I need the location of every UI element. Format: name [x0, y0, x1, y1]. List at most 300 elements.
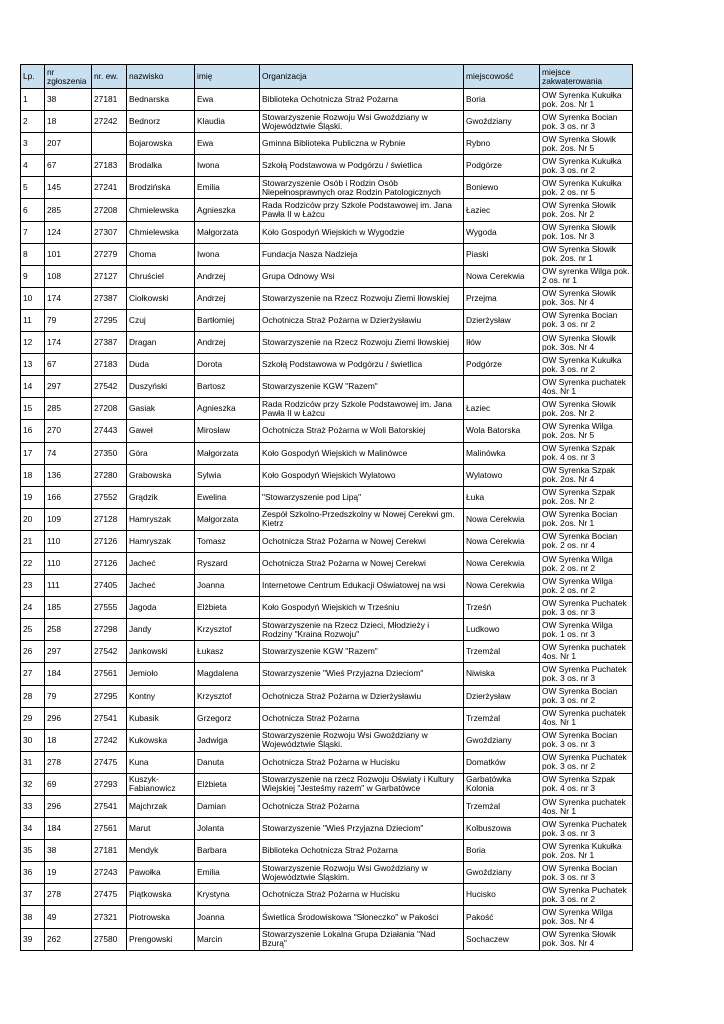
cell-lp: 6 [21, 199, 45, 221]
cell-miejscowosc: Wygoda [464, 221, 540, 243]
header-nr-ew: nr. ew. [92, 65, 127, 89]
cell-miejscowosc: Kolbuszowa [464, 818, 540, 840]
cell-organizacja: Fundacja Nasza Nadzieja [260, 243, 464, 265]
cell-nr-ew: 27181 [92, 840, 127, 862]
cell-organizacja: Zespół Szkolno-Przedszkolny w Nowej Cerekwi gm. Kietrz [260, 508, 464, 530]
cell-nr-ew: 27128 [92, 508, 127, 530]
table-row [21, 155, 633, 177]
table-row [21, 751, 633, 773]
cell-miejsce-zakwaterowania: OW Syrenka Słowik pok. 2os. Nr 5 [540, 133, 633, 155]
cell-miejsce-zakwaterowania: OW Syrenka puchatek 4os. Nr 1 [540, 707, 633, 729]
table-row [21, 420, 633, 442]
cell-miejsce-zakwaterowania: OW Syrenka Kukułka pok. 2os. Nr 1 [540, 89, 633, 111]
cell-lp: 37 [21, 884, 45, 906]
cell-nr-zgloszenia: 109 [45, 508, 92, 530]
cell-nr-zgloszenia: 296 [45, 796, 92, 818]
cell-miejscowosc: Trzemżal [464, 796, 540, 818]
cell-nr-ew: 27181 [92, 89, 127, 111]
header-nazwisko: nazwisko [127, 65, 195, 89]
cell-imie: Emilia [195, 177, 260, 199]
cell-nr-ew: 27183 [92, 354, 127, 376]
participants-table [20, 64, 633, 951]
cell-nr-ew: 27387 [92, 332, 127, 354]
cell-nazwisko: Jacheć [127, 552, 195, 574]
cell-miejsce-zakwaterowania: OW Syrenka Kukułka pok. 3 os. nr 2 [540, 155, 633, 177]
cell-nr-zgloszenia: 110 [45, 530, 92, 552]
cell-imie: Jolanta [195, 818, 260, 840]
cell-miejsce-zakwaterowania: OW Syrenka Bocian pok. 3 os. nr 2 [540, 685, 633, 707]
cell-miejsce-zakwaterowania: OW Syrenka Słowik pok. 2os. nr 1 [540, 243, 633, 265]
cell-nazwisko: Bednarska [127, 89, 195, 111]
cell-organizacja: Stowarzyszenie Rozwoju Wsi Gwoździany w Województwie Śląski. [260, 111, 464, 133]
cell-nazwisko: Brodalka [127, 155, 195, 177]
header-organizacja: Organizacja [260, 65, 464, 89]
cell-organizacja: Rada Rodziców przy Szkole Podstawowej im. Jana Pawła II w Łażcu [260, 199, 464, 221]
cell-miejsce-zakwaterowania: OW Syrenka Puchatek pok. 3 os. nr 3 [540, 597, 633, 619]
cell-nr-ew: 27387 [92, 287, 127, 309]
cell-lp: 35 [21, 840, 45, 862]
cell-nr-zgloszenia: 18 [45, 111, 92, 133]
cell-nr-ew: 27208 [92, 199, 127, 221]
cell-lp: 12 [21, 332, 45, 354]
table-row [21, 906, 633, 928]
cell-nr-zgloszenia: 38 [45, 89, 92, 111]
cell-miejsce-zakwaterowania: OW Syrenka Wilga pok. 2 os. nr 2 [540, 575, 633, 597]
cell-nr-zgloszenia: 79 [45, 309, 92, 331]
cell-imie: Ewelina [195, 486, 260, 508]
cell-nr-zgloszenia: 145 [45, 177, 92, 199]
cell-lp: 27 [21, 663, 45, 685]
cell-miejsce-zakwaterowania: OW Syrenka Bocian pok. 3 os. nr 3 [540, 729, 633, 751]
cell-nazwisko: Chmielewska [127, 199, 195, 221]
cell-lp: 16 [21, 420, 45, 442]
table-row [21, 442, 633, 464]
cell-lp: 1 [21, 89, 45, 111]
cell-miejsce-zakwaterowania: OW Syrenka Wilga pok. 1 os. nr 3 [540, 619, 633, 641]
cell-nr-ew: 27350 [92, 442, 127, 464]
cell-organizacja: Grupa Odnowy Wsi [260, 265, 464, 287]
cell-miejsce-zakwaterowania: OW syrenka Wilga pok. 2 os. nr 1 [540, 265, 633, 287]
cell-miejscowosc: Sochaczew [464, 928, 540, 950]
cell-miejscowosc: Wylatowo [464, 464, 540, 486]
cell-miejsce-zakwaterowania: OW Syrenka Słowik pok. 2os. Nr 2 [540, 199, 633, 221]
cell-lp: 34 [21, 818, 45, 840]
cell-nazwisko: Bojarowska [127, 133, 195, 155]
cell-imie: Ewa [195, 133, 260, 155]
cell-nr-zgloszenia: 18 [45, 729, 92, 751]
cell-organizacja: "Stowarzyszenie pod Lipą" [260, 486, 464, 508]
cell-imie: Sylwia [195, 464, 260, 486]
cell-miejsce-zakwaterowania: OW Syrenka Puchatek pok. 3 os. nr 3 [540, 663, 633, 685]
cell-organizacja: Ochotnicza Straż Pożarna w Woli Batorskiej [260, 420, 464, 442]
cell-miejsce-zakwaterowania: OW Syrenka Puchatek pok. 3 os. nr 2 [540, 884, 633, 906]
cell-miejscowosc: Nowa Cerekwia [464, 552, 540, 574]
cell-nr-zgloszenia: 67 [45, 354, 92, 376]
cell-miejsce-zakwaterowania: OW Syrenka Bocian pok. 2 os. nr 4 [540, 530, 633, 552]
cell-nazwisko: Czuj [127, 309, 195, 331]
cell-nr-ew: 27298 [92, 619, 127, 641]
table-row [21, 508, 633, 530]
cell-nazwisko: Jemioło [127, 663, 195, 685]
cell-nr-ew: 27242 [92, 111, 127, 133]
cell-nr-zgloszenia: 124 [45, 221, 92, 243]
table-row [21, 199, 633, 221]
cell-organizacja: Szkołą Podstawowa w Podgórzu / świetlica [260, 155, 464, 177]
cell-lp: 20 [21, 508, 45, 530]
table-row [21, 243, 633, 265]
cell-lp: 2 [21, 111, 45, 133]
cell-organizacja: Stowarzyszenie "Wieś Przyjazna Dzieciom" [260, 663, 464, 685]
cell-nazwisko: Hamryszak [127, 508, 195, 530]
cell-imie: Joanna [195, 575, 260, 597]
cell-organizacja: Stowarzyszenie KGW "Razem" [260, 641, 464, 663]
cell-organizacja: Ochotnicza Straż Pożarna w Dzierżysławiu [260, 685, 464, 707]
cell-nr-zgloszenia: 184 [45, 663, 92, 685]
cell-imie: Tomasz [195, 530, 260, 552]
cell-miejscowosc: Wola Batorska [464, 420, 540, 442]
cell-nr-zgloszenia: 184 [45, 818, 92, 840]
cell-imie: Grzegorz [195, 707, 260, 729]
cell-nr-zgloszenia: 270 [45, 420, 92, 442]
cell-organizacja: Stowarzyszenie Rozwoju Wsi Gwoździany w Województwie Śląskim. [260, 862, 464, 884]
cell-lp: 31 [21, 751, 45, 773]
cell-miejsce-zakwaterowania: OW Syrenka Kukułka pok. 3 os. nr 2 [540, 354, 633, 376]
cell-miejscowosc: Trzemżal [464, 707, 540, 729]
cell-nr-zgloszenia: 19 [45, 862, 92, 884]
cell-miejsce-zakwaterowania: OW Syrenka Słowik pok. 3os. Nr 4 [540, 928, 633, 950]
cell-nazwisko: Jandy [127, 619, 195, 641]
table-row [21, 862, 633, 884]
cell-nazwisko: Ciołkowski [127, 287, 195, 309]
cell-miejscowosc: Rybno [464, 133, 540, 155]
cell-imie: Małgorzata [195, 442, 260, 464]
cell-imie: Agnieszka [195, 398, 260, 420]
table-row [21, 89, 633, 111]
cell-nr-zgloszenia: 296 [45, 707, 92, 729]
cell-nazwisko: Kuszyk-Fabianowicz [127, 773, 195, 795]
cell-nazwisko: Kontny [127, 685, 195, 707]
cell-nr-ew: 27307 [92, 221, 127, 243]
cell-miejsce-zakwaterowania: OW Syrenka Słowik pok. 3os. Nr 4 [540, 287, 633, 309]
header-nr-zgloszenia: nr zgłoszenia [45, 65, 92, 89]
cell-organizacja: Stowarzyszenie Lokalna Grupa Działania "Nad Bzurą" [260, 928, 464, 950]
cell-miejscowosc: Łuka [464, 486, 540, 508]
cell-lp: 23 [21, 575, 45, 597]
cell-nazwisko: Grądzik [127, 486, 195, 508]
cell-miejsce-zakwaterowania: OW Syrenka Puchatek pok. 3 os. nr 3 [540, 818, 633, 840]
cell-nr-ew: 27552 [92, 486, 127, 508]
cell-nr-zgloszenia: 185 [45, 597, 92, 619]
cell-imie: Iwona [195, 243, 260, 265]
cell-lp: 32 [21, 773, 45, 795]
cell-nazwisko: Kubasik [127, 707, 195, 729]
cell-lp: 30 [21, 729, 45, 751]
table-row [21, 530, 633, 552]
cell-lp: 22 [21, 552, 45, 574]
cell-imie: Andrzej [195, 287, 260, 309]
cell-nr-zgloszenia: 174 [45, 332, 92, 354]
cell-miejscowosc: Piaski [464, 243, 540, 265]
cell-lp: 17 [21, 442, 45, 464]
cell-miejscowosc: Gwoździany [464, 111, 540, 133]
cell-imie: Joanna [195, 906, 260, 928]
cell-imie: Dorota [195, 354, 260, 376]
table-row [21, 177, 633, 199]
cell-nr-ew: 27580 [92, 928, 127, 950]
cell-lp: 21 [21, 530, 45, 552]
cell-organizacja: Stowarzyszenie Rozwoju Wsi Gwoździany w Województwie Śląski. [260, 729, 464, 751]
cell-organizacja: Koło Gospodyń Wiejskich w Wygodzie [260, 221, 464, 243]
cell-miejsce-zakwaterowania: OW Syrenka Wilga pok. 2os. Nr 5 [540, 420, 633, 442]
cell-imie: Małgorzata [195, 508, 260, 530]
cell-imie: Krzysztof [195, 619, 260, 641]
cell-nr-zgloszenia: 285 [45, 398, 92, 420]
cell-miejscowosc: Nowa Cerekwia [464, 265, 540, 287]
cell-miejsce-zakwaterowania: OW Syrenka Słowik pok. 1os. Nr 3 [540, 221, 633, 243]
header-miejsce-zakwaterowania: miejsce zakwaterowania [540, 65, 633, 89]
cell-nazwisko: Góra [127, 442, 195, 464]
table-row [21, 354, 633, 376]
header-lp: Lp. [21, 65, 45, 89]
table-row [21, 663, 633, 685]
cell-nr-zgloszenia: 110 [45, 552, 92, 574]
cell-nr-zgloszenia: 38 [45, 840, 92, 862]
cell-lp: 3 [21, 133, 45, 155]
cell-imie: Marcin [195, 928, 260, 950]
cell-nr-zgloszenia: 278 [45, 884, 92, 906]
table-row [21, 133, 633, 155]
cell-organizacja: Stowarzyszenie na Rzecz Rozwoju Ziemi Iłowskiej [260, 287, 464, 309]
cell-nazwisko: Duda [127, 354, 195, 376]
cell-organizacja: Biblioteka Ochotnicza Straż Pożarna [260, 89, 464, 111]
cell-imie: Magdalena [195, 663, 260, 685]
cell-nr-ew: 27127 [92, 265, 127, 287]
cell-nazwisko: Marut [127, 818, 195, 840]
cell-imie: Małgorzata [195, 221, 260, 243]
cell-nazwisko: Gaweł [127, 420, 195, 442]
cell-miejsce-zakwaterowania: OW Syrenka Puchatek pok. 3 os. nr 2 [540, 751, 633, 773]
cell-miejscowosc: Dzierżysław [464, 309, 540, 331]
cell-nazwisko: Bednorz [127, 111, 195, 133]
cell-imie: Bartosz [195, 376, 260, 398]
cell-miejsce-zakwaterowania: OW Syrenka Bocian pok. 3 os. nr 3 [540, 862, 633, 884]
table-row [21, 818, 633, 840]
cell-nr-ew: 27443 [92, 420, 127, 442]
cell-lp: 29 [21, 707, 45, 729]
cell-imie: Andrzej [195, 265, 260, 287]
cell-miejscowosc: Podgórze [464, 155, 540, 177]
cell-organizacja: Stowarzyszenie KGW "Razem" [260, 376, 464, 398]
cell-imie: Łukasz [195, 641, 260, 663]
cell-imie: Klaudia [195, 111, 260, 133]
table-row [21, 729, 633, 751]
cell-miejsce-zakwaterowania: OW Syrenka Słowik pok. 2os. Nr 2 [540, 398, 633, 420]
cell-organizacja: Stowarzyszenie Osób i Rodzin Osób Niepełnosprawnych oraz Rodzin Patologicznych [260, 177, 464, 199]
cell-nr-ew: 27541 [92, 707, 127, 729]
cell-nr-zgloszenia: 297 [45, 641, 92, 663]
cell-miejscowosc: Gwoździany [464, 729, 540, 751]
cell-lp: 19 [21, 486, 45, 508]
cell-lp: 25 [21, 619, 45, 641]
cell-lp: 9 [21, 265, 45, 287]
cell-nazwisko: Kukowska [127, 729, 195, 751]
cell-nr-ew: 27241 [92, 177, 127, 199]
cell-miejscowosc: Łaziec [464, 199, 540, 221]
cell-miejscowosc: Niwiska [464, 663, 540, 685]
cell-nr-zgloszenia: 258 [45, 619, 92, 641]
cell-miejscowosc: Dzierżysław [464, 685, 540, 707]
cell-miejscowosc: Nowa Cerekwia [464, 530, 540, 552]
cell-miejsce-zakwaterowania: OW Syrenka Szpak pok. 2os. Nr 4 [540, 464, 633, 486]
cell-nr-ew: 27295 [92, 309, 127, 331]
cell-miejscowosc: Iłów [464, 332, 540, 354]
cell-miejscowosc: Hucisko [464, 884, 540, 906]
cell-nr-ew: 27243 [92, 862, 127, 884]
cell-miejscowosc: Boria [464, 89, 540, 111]
cell-nr-zgloszenia: 69 [45, 773, 92, 795]
table-row [21, 928, 633, 950]
cell-nr-ew: 27475 [92, 884, 127, 906]
cell-lp: 4 [21, 155, 45, 177]
cell-organizacja: Ochotnicza Straż Pożarna [260, 707, 464, 729]
table-row [21, 332, 633, 354]
table-row [21, 376, 633, 398]
cell-nr-ew: 27293 [92, 773, 127, 795]
cell-imie: Emilia [195, 862, 260, 884]
cell-miejscowosc: Łaziec [464, 398, 540, 420]
cell-lp: 10 [21, 287, 45, 309]
cell-lp: 26 [21, 641, 45, 663]
cell-lp: 13 [21, 354, 45, 376]
table-row [21, 575, 633, 597]
cell-nr-zgloszenia: 174 [45, 287, 92, 309]
cell-nazwisko: Hamryszak [127, 530, 195, 552]
cell-nazwisko: Jankowski [127, 641, 195, 663]
cell-nazwisko: Prengowski [127, 928, 195, 950]
cell-nazwisko: Choma [127, 243, 195, 265]
cell-lp: 39 [21, 928, 45, 950]
cell-nazwisko: Kuna [127, 751, 195, 773]
cell-imie: Andrzej [195, 332, 260, 354]
cell-lp: 14 [21, 376, 45, 398]
header-row [21, 65, 633, 89]
cell-nr-ew: 27542 [92, 641, 127, 663]
cell-miejsce-zakwaterowania: OW Syrenka Bocian pok. 3 os. nr 2 [540, 309, 633, 331]
cell-miejscowosc: Boniewo [464, 177, 540, 199]
cell-organizacja: Ochotnicza Straż Pożarna w Nowej Cerekwi [260, 552, 464, 574]
cell-nazwisko: Piątkowska [127, 884, 195, 906]
cell-nazwisko: Pawołka [127, 862, 195, 884]
cell-imie: Bartłomiej [195, 309, 260, 331]
header-miejscowosc: miejscowość [464, 65, 540, 89]
cell-nr-zgloszenia: 278 [45, 751, 92, 773]
cell-miejscowosc [464, 376, 540, 398]
cell-nr-ew: 27208 [92, 398, 127, 420]
table-row [21, 773, 633, 795]
cell-organizacja: Ochotnicza Straż Pożarna w Hucisku [260, 884, 464, 906]
cell-miejsce-zakwaterowania: OW Syrenka Bocian pok. 3 os. nr 3 [540, 111, 633, 133]
cell-nr-ew: 27295 [92, 685, 127, 707]
cell-lp: 36 [21, 862, 45, 884]
cell-nr-zgloszenia: 101 [45, 243, 92, 265]
cell-miejscowosc: Gwoździany [464, 862, 540, 884]
cell-imie: Iwona [195, 155, 260, 177]
table-row [21, 552, 633, 574]
cell-miejscowosc: Trześń [464, 597, 540, 619]
cell-organizacja: Koło Gospodyń Wiejskich w Trześniu [260, 597, 464, 619]
cell-organizacja: Stowarzyszenie na rzecz Rozwoju Oświaty i Kultury Wiejskiej "Jesteśmy razem" w Garbatówce [260, 773, 464, 795]
cell-nazwisko: Jagoda [127, 597, 195, 619]
cell-miejscowosc: Trzemżal [464, 641, 540, 663]
cell-nr-ew: 27126 [92, 530, 127, 552]
table-row [21, 840, 633, 862]
cell-nr-ew: 27541 [92, 796, 127, 818]
cell-nr-zgloszenia: 262 [45, 928, 92, 950]
cell-organizacja: Rada Rodziców przy Szkole Podstawowej im. Jana Pawła II w Łażcu [260, 398, 464, 420]
cell-lp: 28 [21, 685, 45, 707]
cell-miejsce-zakwaterowania: OW Syrenka Wilga pok. 2 os. nr 2 [540, 552, 633, 574]
cell-nr-zgloszenia: 297 [45, 376, 92, 398]
cell-miejsce-zakwaterowania: OW Syrenka Szpak pok. 2os. Nr 2 [540, 486, 633, 508]
cell-organizacja: Szkołą Podstawowa w Podgórzu / świetlica [260, 354, 464, 376]
cell-imie: Krystyna [195, 884, 260, 906]
cell-nr-ew [92, 133, 127, 155]
cell-nr-zgloszenia: 285 [45, 199, 92, 221]
cell-miejscowosc: Malinówka [464, 442, 540, 464]
table-row [21, 398, 633, 420]
cell-lp: 18 [21, 464, 45, 486]
cell-miejsce-zakwaterowania: OW Syrenka Wilga pok. 3os. Nr 4 [540, 906, 633, 928]
cell-miejscowosc: Pakość [464, 906, 540, 928]
cell-nazwisko: Mendyk [127, 840, 195, 862]
table-row [21, 464, 633, 486]
cell-nr-zgloszenia: 74 [45, 442, 92, 464]
cell-nazwisko: Brodzińska [127, 177, 195, 199]
cell-lp: 38 [21, 906, 45, 928]
cell-nr-zgloszenia: 166 [45, 486, 92, 508]
cell-miejsce-zakwaterowania: OW Syrenka puchatek 4os. Nr 1 [540, 796, 633, 818]
table-row [21, 221, 633, 243]
cell-organizacja: Świetlica Środowiskowa "Słoneczko" w Pakości [260, 906, 464, 928]
table-row [21, 619, 633, 641]
cell-nazwisko: Grabowska [127, 464, 195, 486]
cell-imie: Mirosław [195, 420, 260, 442]
table-row [21, 707, 633, 729]
cell-imie: Danuta [195, 751, 260, 773]
cell-organizacja: Gminna Biblioteka Publiczna w Rybnie [260, 133, 464, 155]
header-imie: imię [195, 65, 260, 89]
cell-organizacja: Internetowe Centrum Edukacji Oświatowej na wsi [260, 575, 464, 597]
cell-nr-ew: 27321 [92, 906, 127, 928]
cell-nr-zgloszenia: 49 [45, 906, 92, 928]
cell-nr-zgloszenia: 67 [45, 155, 92, 177]
cell-nr-ew: 27183 [92, 155, 127, 177]
cell-lp: 24 [21, 597, 45, 619]
cell-nazwisko: Majchrzak [127, 796, 195, 818]
cell-nazwisko: Chmielewska [127, 221, 195, 243]
cell-lp: 8 [21, 243, 45, 265]
cell-nr-zgloszenia: 111 [45, 575, 92, 597]
cell-imie: Ryszard [195, 552, 260, 574]
cell-organizacja: Stowarzyszenie na Rzecz Dzieci, Młodzieży i Rodziny "Kraina Rozwoju" [260, 619, 464, 641]
cell-organizacja: Ochotnicza Straż Pożarna w Nowej Cerekwi [260, 530, 464, 552]
cell-organizacja: Koło Gospodyń Wiejskich w Malinówce [260, 442, 464, 464]
cell-nr-ew: 27405 [92, 575, 127, 597]
cell-miejsce-zakwaterowania: OW Syrenka puchatek 4os. Nr 1 [540, 376, 633, 398]
cell-nr-ew: 27561 [92, 818, 127, 840]
table-row [21, 796, 633, 818]
cell-nazwisko: Dragan [127, 332, 195, 354]
